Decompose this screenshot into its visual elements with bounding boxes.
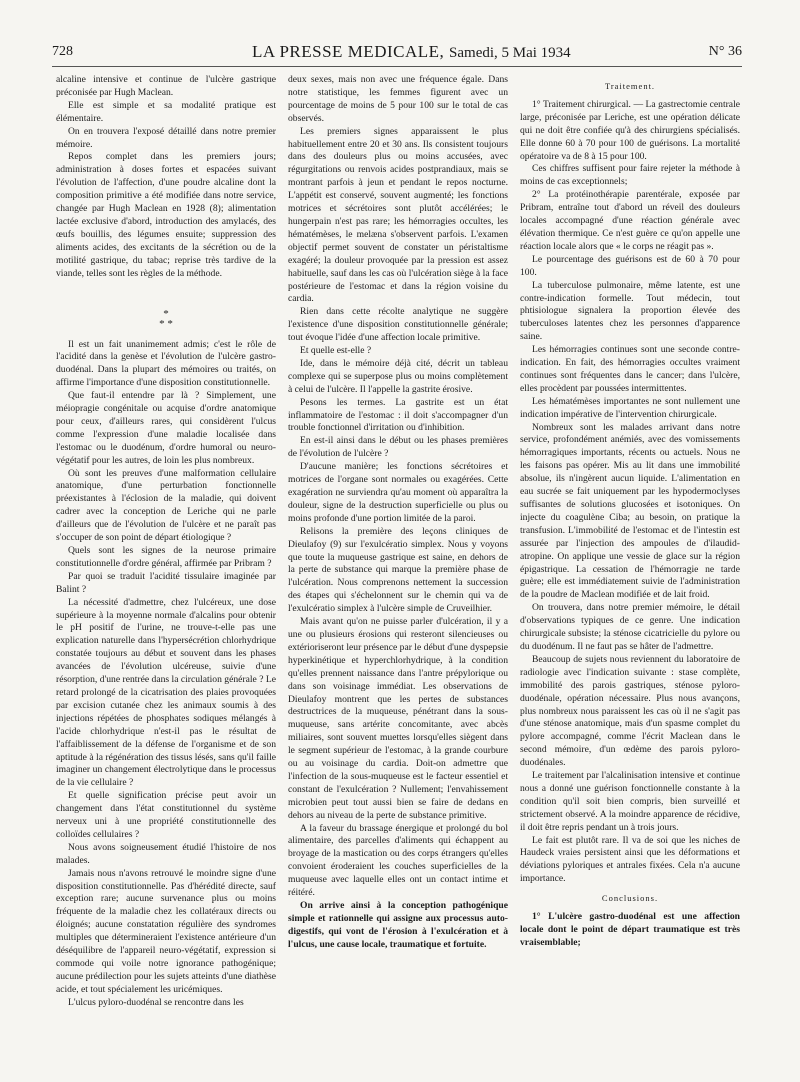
paragraph: Où sont les preuves d'une malformation cellulaire anatomique, d'une perturbation fonctionnelle préexistantes à l'éclosion de la maladie, qui doivent cadrer avec la conception de Leriche qui ne parle d'ailleurs que de l'évolution de l'ulcère et ne paraît pas s'occuper de son point de départ étiologique ?	[56, 467, 276, 544]
paragraph: alcaline intensive et continue de l'ulcère gastrique préconisée par Hugh Maclean.	[56, 74, 276, 98]
column-1	[56, 74, 276, 1010]
paragraph: A la faveur du brassage énergique et prolongé du bol alimentaire, des parcelles d'aliments qui échappent au broyage de la mastication ou des corps étrangers qu'elles convoient éroderaient les couches superficielles de la muqueuse avec laquelle elles ont un contact intime et réitéré.	[288, 822, 508, 899]
paragraph: D'aucune manière; les fonctions sécrétoires et motrices de l'organe sont normales ou exagérées. Cette exagération ne surviendra qu'au moment où apparaîtra la douleur, signe de la destruction superficielle ou plus ou moins profonde d'une portion limitée de la paroi.	[288, 461, 508, 524]
paragraph: deux sexes, mais non avec une fréquence égale. Dans notre statistique, les femmes figurent avec un pourcentage de moins de 5 pour 100 sur le total de cas observés.	[288, 74, 508, 124]
paragraph: Le pourcentage des guérisons est de 60 à 70 pour 100.	[520, 253, 740, 278]
paragraph: Les hémorragies continues sont une seconde contre-indication. En fait, des hémorragies occultes vraiment continues sont fréquentes dans le cancer; dans l'ulcère, elles procèdent par poussées intermittentes.	[520, 344, 740, 394]
paragraph: On en trouvera l'exposé détaillé dans notre premier mémoire.	[56, 125, 276, 150]
paragraph: En est-il ainsi dans le début ou les phases premières de l'évolution de l'ulcère ?	[288, 435, 508, 460]
paragraph: L'ulcus pyloro-duodénal se rencontre dans les	[68, 996, 244, 1008]
paragraph: Relisons la première des leçons cliniques de Dieulafoy (9) sur l'exulcératio simplex. Nous y voyons que toute la muqueuse gastrique est saine, en dehors de la perte de substance qui marque la première phase de l'ulcération. Nous comprenons nettement la succession des étapes qui s'échelonnent sur le chemin qui va de l'exulcératio simplex à l'ulcère simple de Cruveilhier.	[288, 525, 508, 615]
column-2	[288, 74, 508, 952]
separator-star: *	[163, 307, 169, 320]
paragraph: Le traitement par l'alcalinisation intensive et continue nous a donné une guérison fonctionnelle constante à la condition qu'il soit bien compris, bien surveillé et strictement observé. A la moindre apparence de récidive, il doit être repris pendant un à trois jours.	[520, 770, 740, 833]
section-separator	[56, 309, 276, 329]
paragraph: Mais avant qu'on ne puisse parler d'ulcération, il y a une ou plusieurs érosions qui resteront silencieuses ou extérioriseront leur présence par le début d'une dyspepsie hyperkinétique et hyperchlorhydrique, à la condition qu'elles prennent naissance dans l'antre prépylorique ou dans son voisinage immédiat. Les observations de Dieulafoy montrent que les pertes de substances destructrices de la muqueuse, pénétrant dans la sous-muqueuse, sans artérite concomitante, avec abcès miliaires, sont souvent muettes lorsqu'elles siègent dans le segment supérieur de l'estomac, à la grande courbure ou au voisinage du cardia. Doit-on admettre que l'infection de la sous-muqueuse est le facteur essentiel et constant de l'exulcération ? Nullement; l'envahissement microbien peut tout aussi bien se faire de dedans en dehors au niveau de la perte de substance primitive.	[288, 616, 508, 821]
paragraph: On arrive ainsi à la conception pathogénique simple et rationnelle qui assigne aux processus auto-digestifs, qui vont de l'érosion à l'exulcération et à l'ulcus, une cause locale, traumatique et fortuite.	[288, 900, 508, 950]
paragraph: Et quelle est-elle ?	[300, 345, 372, 357]
paragraph: 2° La protéinothérapie parentérale, exposée par Pribram, entraîne tout d'abord un réveil des douleurs locales accompagné d'une réaction générale avec élévation thermique. Ce n'est guère ce qu'on appelle une réaction locale alors que « le corps ne réagit pas ».	[520, 189, 740, 252]
column-3	[520, 74, 740, 950]
paragraph: Ide, dans le mémoire déjà cité, décrit un tableau complexe qui se superpose plus ou moins complètement à celui de l'ulcère. Il l'appelle la gastrite érosive.	[288, 357, 508, 395]
paragraph: La tuberculose pulmonaire, même latente, est une contre-indication formelle. Tout médecin, tout phtisiologue signalera la proportion élevée des tuberculoses latentes chez les personnes d'apparence saine.	[520, 279, 740, 343]
paragraph: Les hématémèses importantes ne sont nullement une indication impérative de l'intervention chirurgicale.	[520, 395, 740, 420]
page-header	[52, 42, 742, 67]
section-heading-treatment: Traitement.	[604, 81, 656, 91]
paragraph: 1° Traitement chirurgical. — La gastrectomie centrale large, préconisée par Leriche, est une opération délicate qui ne doit être confiée qu'à des chirurgiens spécialisés. Elle donne 60 à 70 pour 100 de guérisons. La mortalité opératoire va de 8 à 15 pour 100.	[520, 98, 740, 162]
paragraph: Repos complet dans les premiers jours; administration à doses fortes et espacées suivant l'évolution de l'affection, d'une poudre alcaline dont la composition primitive a été modifiée dans notre service, changée par Hugh Maclean en 1928 (8); alimentation lactée exclusive d'abord, introduction des amylacés, des œufs bouillis, des légumes ensuite; suppression des aliments acides, des excitants de la sécrétion ou de la motilité gastrique, du tabac; reprise très tardive de la viande, telles sont les règles de la méthode.	[56, 151, 276, 279]
section-heading-conclusions: Conclusions.	[601, 893, 659, 904]
paragraph: Les premiers signes apparaissent le plus habituellement entre 20 et 30 ans. Ils consistent toujours dans des douleurs plus ou moins accusées, avec régurgitations ou renvois acides postprandiaux, mais se montrant parfois à jeun et pendant le repos nocturne. L'appétit est conservé, souvent augmenté; les fonctions motrices et sécrétoires sont plutôt accélérées; le hungerpain n'est pas rare; les hémorragies occultes, les hématémèses, le melæna s'observent parfois. L'examen objectif permet souvent de constater un péristaltisme exagéré; la douleur provoquée par la pression est assez habituelle, sauf dans les cas où l'ulcération siège à la face postérieure de l'estomac et dans la région voisine du cardia.	[288, 125, 508, 305]
paragraph: Pesons les termes. La gastrite est un état inflammatoire de l'estomac : il doit s'accompagner d'un trouble fonctionnel d'irritation ou d'inhibition.	[288, 396, 508, 434]
page-number: 728	[52, 44, 73, 59]
issue-number: N° 36	[708, 44, 742, 59]
paragraph: Ces chiffres suffisent pour faire rejeter la méthode à moins de cas exceptionnels;	[520, 163, 740, 188]
issue-date: Samedi, 5 Mai 1934	[449, 45, 571, 61]
journal-title: LA PRESSE MEDICALE,	[252, 42, 445, 61]
paragraph: Jamais nous n'avons retrouvé le moindre signe d'une disposition constitutionnelle. Pas d'hérédité directe, sauf exception rare; aucune survenance plus ou moins fréquente de la maladie chez les collatéraux directs ou éloignés; aucune constatation régulière des syndromes multiples que détermineraient l'existence antérieure d'un déséquilibre de l'appareil neuro-végétatif, expression si commode qui voile notre ignorance pathogénique; aucune prédilection pour les sujets atteints d'une diathèse acide, et tout spécialement les uricémiques.	[56, 867, 276, 995]
paragraph: Que faut-il entendre par là ? Simplement, une méiopragie congénitale ou acquise d'ordre anatomique pour ceux, d'ailleurs rares, qui considèrent l'ulcus comme l'expression d'une maladie localisée dans l'estomac ou le duodénum, d'ordre humoral ou neuro-végétatif pour les autres, de loin les plus nombreux.	[56, 390, 276, 466]
paragraph: Et quelle signification précise peut avoir un changement dans l'état constitutionnel du système nerveux uni à une propriété constitutionnelle des colloïdes cellulaires ?	[56, 790, 276, 840]
paragraph: Il est un fait unanimement admis; c'est le rôle de l'acidité dans la genèse et l'évolution de l'ulcère gastro-duodénal. Dans la plupart des mémoires ou traités, on affirme l'importance d'une disposition constitutionnelle.	[56, 338, 276, 389]
paragraph: 1° L'ulcère gastro-duodénal est une affection locale dont le point de départ traumatique est très vraisemblable;	[520, 911, 740, 948]
paragraph: Quels sont les signes de la neurose primaire constitutionnelle d'ordre général, affirmée par Pribram ?	[56, 545, 276, 569]
paragraph: Le fait est plutôt rare. Il va de soi que les niches de Haudeck vraies persistent ainsi que les déformations et déviations pyloriques et antrales fixées. Cela n'a aucune importance.	[520, 834, 740, 885]
paragraph: Elle est simple et sa modalité pratique est élémentaire.	[56, 99, 276, 124]
paragraph: La nécessité d'admettre, chez l'ulcéreux, une dose supérieure à la moyenne normale d'alcalins pour obtenir le pH positif de l'urine, ne trouve-t-elle pas une explication naturelle dans l'hypersécrétion chlorhydrique constatée toujours au début et souvent dans les phases avancées de l'évolution ulcéreuse, suivie d'une résorption, d'une rentrée dans la circulation générale ? Le retard prolongé de la cicatrisation des plaies provoquées par excision cutanée chez les animaux soumis à des injections répétées de phosphates sodiques mélangés à l'acide chlorhydrique n'est-il pas le résultat de l'affaiblissement de la défense de l'organisme et de son aptitude à la régénération des tissus lésés, sans qu'il faille imaginer un changement électrolytique dans le processus de la vie cellulaire ?	[56, 596, 276, 789]
paragraph: Rien dans cette récolte analytique ne suggère l'existence d'une disposition constitutionnelle générale; tout évoque l'idée d'une affection locale primitive.	[288, 306, 508, 344]
separator-stars: * *	[159, 317, 173, 330]
journal-masthead	[252, 42, 571, 62]
paragraph: Par quoi se traduit l'acidité tissulaire imaginée par Balint ?	[56, 570, 276, 595]
paragraph: Nous avons soigneusement étudié l'histoire de nos malades.	[56, 841, 276, 866]
paragraph: Beaucoup de sujets nous reviennent du laboratoire de radiologie avec l'indication suivante : stase complète, immobilité des parois gastriques, sténose pyloro-duodénale, opération nécessaire. Plus nous avançons, plus nombreux nous paraissent les cas où il ne s'agit pas d'une sténose anatomique, mais d'un spasme complet du pylore accompagné, comme l'écrit Maclean dans le second mémoire, d'un œdème des parois pyloro-duodénales.	[520, 653, 740, 769]
paragraph: On trouvera, dans notre premier mémoire, le détail d'observations typiques de ce genre. Une indication chirurgicale subsiste; la sténose cicatricielle du pylore ou du duodénum. Il ne faut pas se hâter de l'admettre.	[520, 602, 740, 652]
paragraph: Nombreux sont les malades arrivant dans notre service, profondément anémiés, avec des vomissements hémorragiques importants, récents ou actuels. Nous ne les faisons pas opérer. Mis au lit dans une immobilité absolue, ils n'ingèrent aucun liquide. L'alimentation en eau sucrée se fait uniquement par les hypodermoclyses suffisantes de solutions glucosées et isotoniques. On injecte du coagulène Ciba; au besoin, on pratique la transfusion. L'immobilité de l'estomac et de l'intestin est assurée par l'injection des ampoules de d'ilaudid-atropine. On applique une vessie de glace sur la région épigastrique. La cessation de l'hémorragie ne tarde guère; elle est immédiatement suivie de l'administration de la poudre de Maclean modifiée et de lait froid.	[520, 421, 740, 601]
